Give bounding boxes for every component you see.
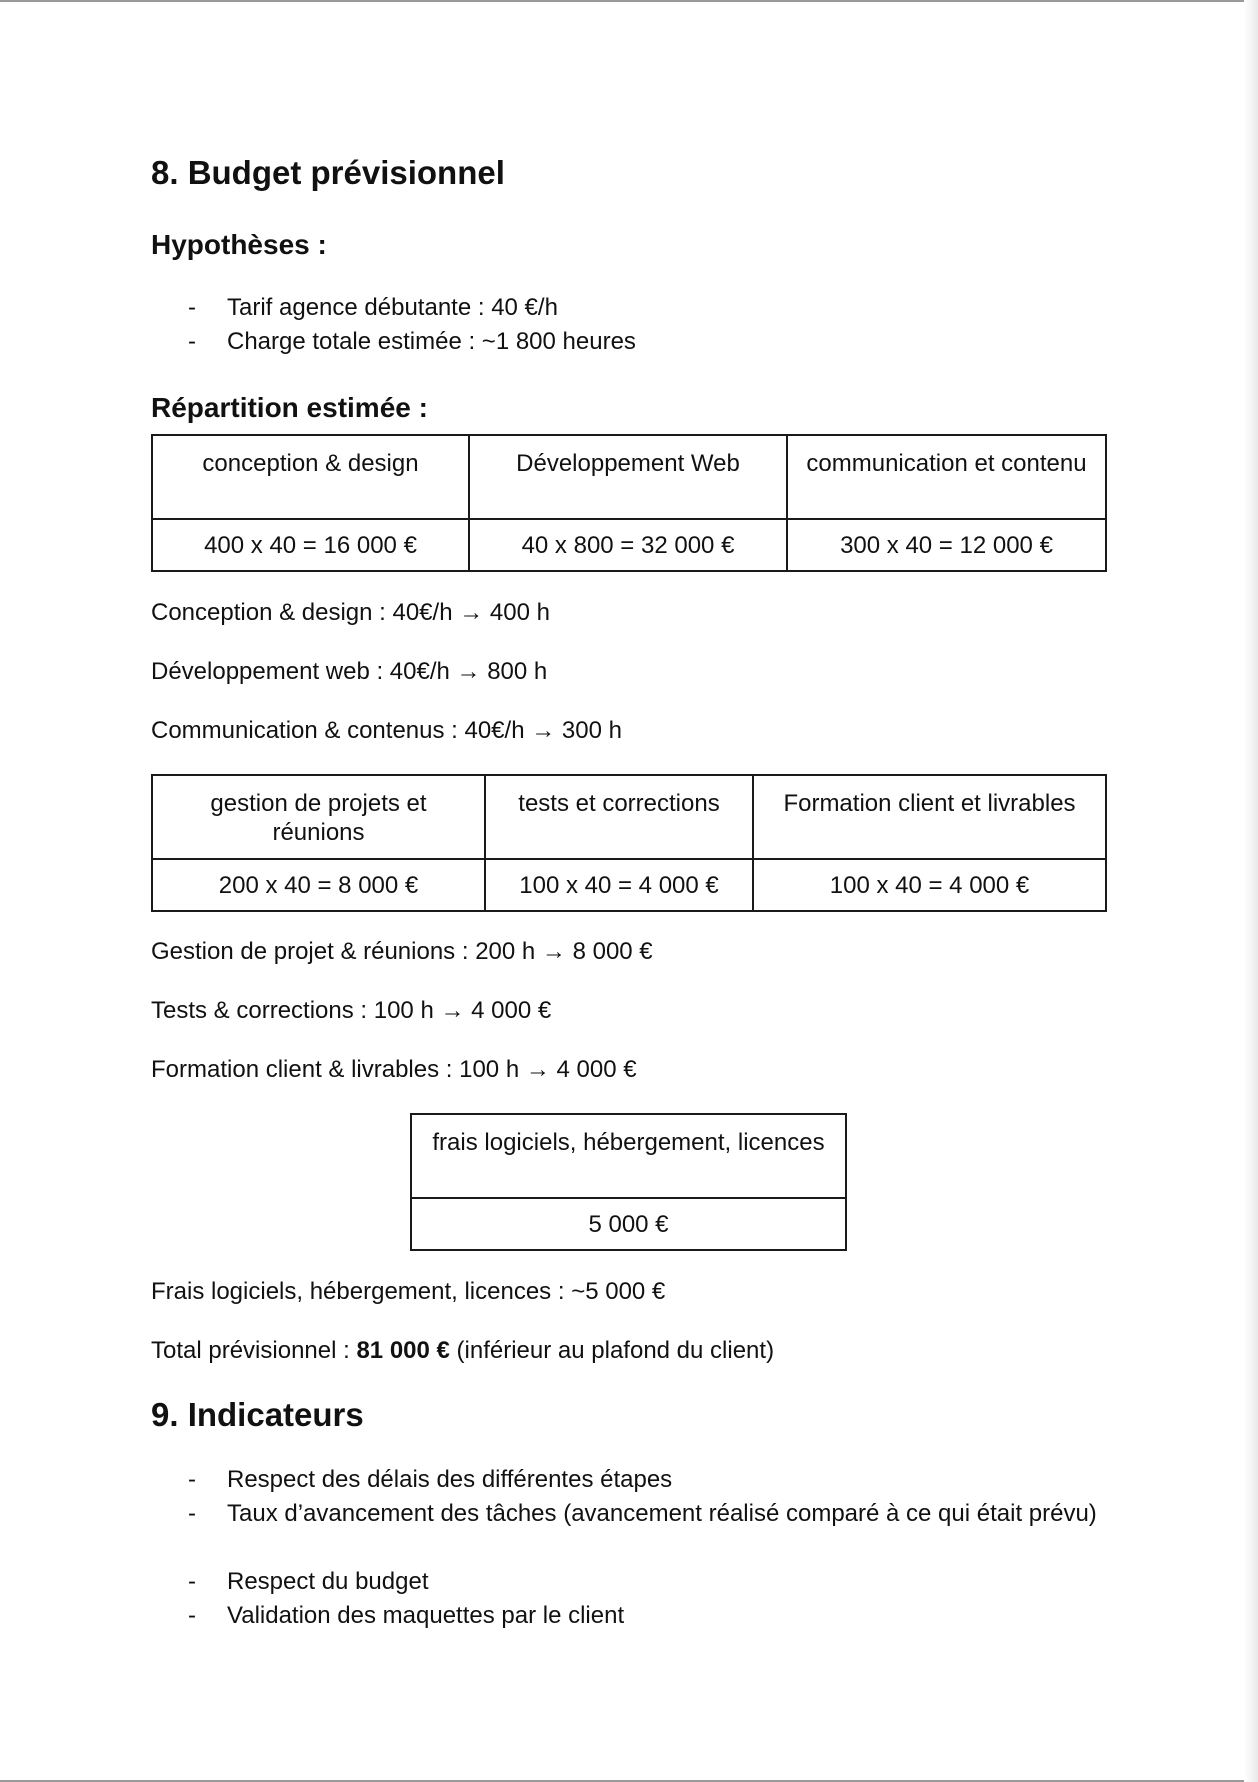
indicator-item: Respect des délais des différentes étapes bbox=[227, 1466, 673, 1493]
list-bullet: - bbox=[188, 1568, 196, 1595]
table-value-cell: 300 x 40 = 12 000 € bbox=[787, 519, 1106, 571]
table-value-cell: 5 000 € bbox=[411, 1198, 846, 1250]
indicator-item: Validation des maquettes par le client bbox=[227, 1602, 625, 1629]
section-8-title: 8. Budget prévisionnel bbox=[151, 154, 505, 191]
page-right-shadow bbox=[1244, 0, 1258, 1782]
table-header-cell: tests et corrections bbox=[485, 775, 753, 859]
budget-line: Conception & design : 40€/h → 400 h bbox=[151, 599, 550, 626]
table-value-cell: 100 x 40 = 4 000 € bbox=[753, 859, 1106, 911]
table-value-cell: 40 x 800 = 32 000 € bbox=[469, 519, 787, 571]
list-bullet: - bbox=[188, 1602, 196, 1629]
list-bullet: - bbox=[188, 1466, 196, 1493]
budget-line: Gestion de projet & réunions : 200 h → 8 000 € bbox=[151, 938, 653, 965]
total-amount: 81 000 € bbox=[356, 1337, 450, 1364]
indicator-item: Respect du budget bbox=[227, 1568, 429, 1595]
table-header-cell: gestion de projets et réunions bbox=[152, 775, 485, 859]
budget-line: Développement web : 40€/h → 800 h bbox=[151, 658, 548, 685]
list-bullet: - bbox=[188, 294, 196, 321]
repartition-heading: Répartition estimée : bbox=[151, 392, 428, 423]
table-header-cell: conception & design bbox=[152, 435, 469, 519]
budget-table-1 bbox=[151, 434, 1107, 572]
total-suffix: (inférieur au plafond du client) bbox=[449, 1337, 775, 1364]
list-bullet: - bbox=[188, 328, 196, 355]
total-line bbox=[151, 1337, 774, 1365]
table-header-cell: frais logiciels, hébergement, licences bbox=[411, 1114, 846, 1198]
section-9-title: 9. Indicateurs bbox=[151, 1396, 364, 1433]
table-value-cell: 400 x 40 = 16 000 € bbox=[152, 519, 469, 571]
hypothesis-item: Charge totale estimée : ~1 800 heures bbox=[227, 328, 636, 355]
indicator-item: Taux d’avancement des tâches (avancement réalisé comparé à ce qui était prévu) bbox=[227, 1500, 1097, 1527]
budget-line: Communication & contenus : 40€/h → 300 h bbox=[151, 717, 622, 744]
table-value-cell: 200 x 40 = 8 000 € bbox=[152, 859, 485, 911]
table-header-cell: Développement Web bbox=[469, 435, 787, 519]
table-value-cell: 100 x 40 = 4 000 € bbox=[485, 859, 753, 911]
total-prefix: Total prévisionnel : bbox=[151, 1337, 357, 1364]
hypotheses-heading: Hypothèses : bbox=[151, 229, 327, 260]
budget-line: Formation client & livrables : 100 h → 4 000 € bbox=[151, 1056, 637, 1083]
frais-line: Frais logiciels, hébergement, licences : ~5 000 € bbox=[151, 1278, 666, 1305]
list-bullet: - bbox=[188, 1500, 196, 1527]
budget-table-3 bbox=[410, 1113, 847, 1251]
page-top-border bbox=[0, 0, 1258, 2]
budget-line: Tests & corrections : 100 h → 4 000 € bbox=[151, 997, 552, 1024]
budget-table-2 bbox=[151, 774, 1107, 912]
table-header-cell: Formation client et livrables bbox=[753, 775, 1106, 859]
hypothesis-item: Tarif agence débutante : 40 €/h bbox=[227, 294, 558, 321]
table-header-cell: communication et contenu bbox=[787, 435, 1106, 519]
